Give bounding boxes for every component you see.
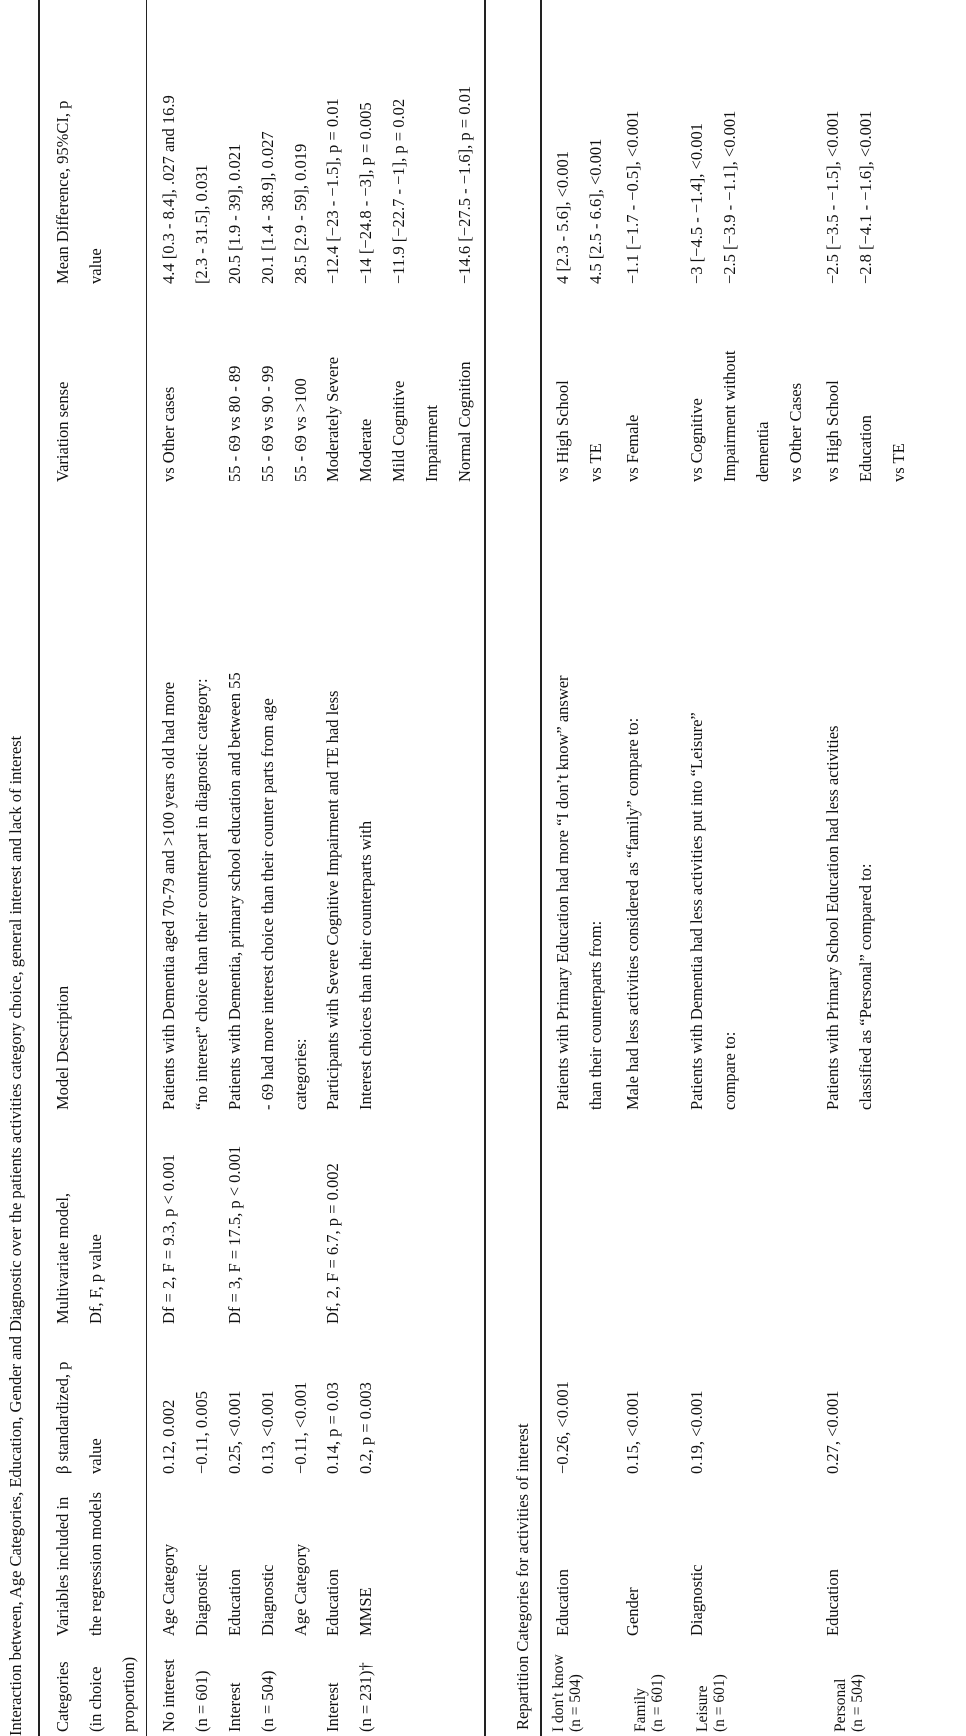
row-variables: Gender [623, 1587, 642, 1636]
row-variables: Education MMSE [323, 1569, 375, 1636]
top-rule [38, 0, 40, 1736]
header-beta: β standardized, p value [53, 1361, 105, 1474]
row-variation-sense: 55 - 69 vs 80 - 89 55 - 69 vs 90 - 99 55 - 69 vs >100 [225, 365, 310, 482]
row-beta: 0.27, <0.001 [823, 1390, 842, 1474]
row-variation-sense: vs High School Education vs TE [823, 380, 908, 482]
row-category: No interest (n = 601) [159, 1659, 211, 1732]
table-caption: Interaction between, Age Categories, Education, Gender and Diagnostic over the patients activities category choice, general interest and lack of interest [6, 735, 25, 1736]
header-categories: Categories (in choice proportion) [53, 1656, 138, 1732]
row-variables: Education Diagnostic Age Category [225, 1543, 310, 1636]
row-category: I don't know (n = 504) [550, 1654, 584, 1732]
row-beta: 0.25, <0.001 0.13, <0.001 −0.11, <0.001 [225, 1381, 310, 1474]
row-category: Interest (n = 231)† [323, 1662, 375, 1732]
row-multivariate: Df = 2, F = 9.3, p < 0.001 [159, 1153, 178, 1324]
row-variation-sense: vs Other cases [159, 386, 178, 482]
header-mean-difference: Mean Difference, 95%CI, p value [53, 100, 105, 284]
row-beta: 0.12, 0.002 −0.11, 0.005 [159, 1391, 211, 1474]
row-multivariate: Df = 3, F = 17.5, p < 0.001 [225, 1145, 244, 1324]
header-model-description: Model Description [53, 985, 72, 1110]
row-variation-sense: vs High School vs TE [553, 380, 605, 482]
row-mean-difference: −1.1 [−1.7 - −0.5], <0.001 [623, 110, 642, 284]
row-multivariate: Df, 2, F = 6.7, p = 0.002 [323, 1163, 342, 1324]
header-variation-sense: Variation sense [53, 381, 72, 482]
row-model-description: Participants with Severe Cognitive Impairment and TE had less Interest choices than their counterparts with [323, 690, 375, 1110]
row-variation-sense: vs Female [623, 414, 642, 482]
header-variables: Variables included in the regression models [53, 1492, 105, 1636]
row-beta: 0.19, <0.001 [687, 1390, 706, 1474]
row-model-description: Patients with Dementia, primary school education and between 55 - 69 had more interest choice than their counter parts from age categories: [225, 672, 310, 1110]
row-model-description: Patients with Dementia aged 70-79 and >100 years old had more “no interest” choice than their counterpart in diagnostic category: [159, 678, 211, 1110]
header-rule [146, 0, 147, 1736]
row-mean-difference: −2.5 [−3.5 - −1.5], <0.001 −2.8 [−4.1 - −1.6], <0.001 [823, 110, 875, 284]
row-category: Interest (n = 504) [225, 1670, 277, 1732]
row-variables: Education [823, 1569, 842, 1636]
row-category: Personal (n = 504) [832, 1674, 866, 1732]
row-variables: Education [553, 1569, 572, 1636]
row-mean-difference: 4 [2.3 - 5.6], <0.001 4.5 [2.5 - 6.6], <0.001 [553, 138, 605, 284]
row-mean-difference: −12.4 [−23 - −1.5], p = 0.01 −14 [−24.8 - −3], p = 0.005 −11.9 [−22.7 - −1], p = 0.02 −14.6 [−27.5 - −1.6], p = 0.01 [323, 85, 474, 284]
row-model-description: Patients with Primary School Education had less activities classified as “Personal” compared to: [823, 725, 875, 1110]
row-model-description: Patients with Primary Education had more “I don’t know” answer than their counterparts from: [553, 675, 605, 1110]
table2-top-rule [540, 0, 542, 1736]
row-beta: −0.26, <0.001 [553, 1381, 572, 1474]
row-model-description: Patients with Dementia had less activities put into “Leisure” compare to: [687, 712, 739, 1110]
row-mean-difference: 20.5 [1.9 - 39], 0.021 20.1 [1.4 - 38.9], 0.027 28.5 [2.9 - 59], 0.019 [225, 131, 310, 284]
row-beta: 0.15, <0.001 [623, 1390, 642, 1474]
row-mean-difference: 4.4 [0.3 - 8.4], .027 and 16.9 [2.3 - 31.5], 0.031 [159, 95, 211, 284]
row-variation-sense: vs Cognitive Impairment without dementia vs Other Cases [687, 350, 805, 482]
row-variation-sense: Moderately Severe Moderate Mild Cognitive Impairment Normal Cognition [323, 356, 474, 482]
row-beta: 0.14, p = 0.03 0.2, p = 0.003 [323, 1382, 375, 1474]
header-multivariate: Multivariate model, Df, F, p value [53, 1192, 105, 1324]
table1-bottom-rule [484, 0, 486, 1736]
row-model-description: Male had less activities considered as “family” compare to: [623, 717, 642, 1110]
row-variables: Age Category Diagnostic [159, 1543, 211, 1636]
row-category: Leisure (n = 601) [694, 1674, 728, 1732]
row-mean-difference: −3 [−4.5 - −1.4], <0.001 −2.5 [−3.9 - −1.1], <0.001 [687, 110, 739, 284]
row-variables: Diagnostic [687, 1564, 706, 1636]
table2-title: Repartition Categories for activities of interest [513, 1423, 532, 1730]
row-category: Family (n = 601) [632, 1674, 666, 1732]
